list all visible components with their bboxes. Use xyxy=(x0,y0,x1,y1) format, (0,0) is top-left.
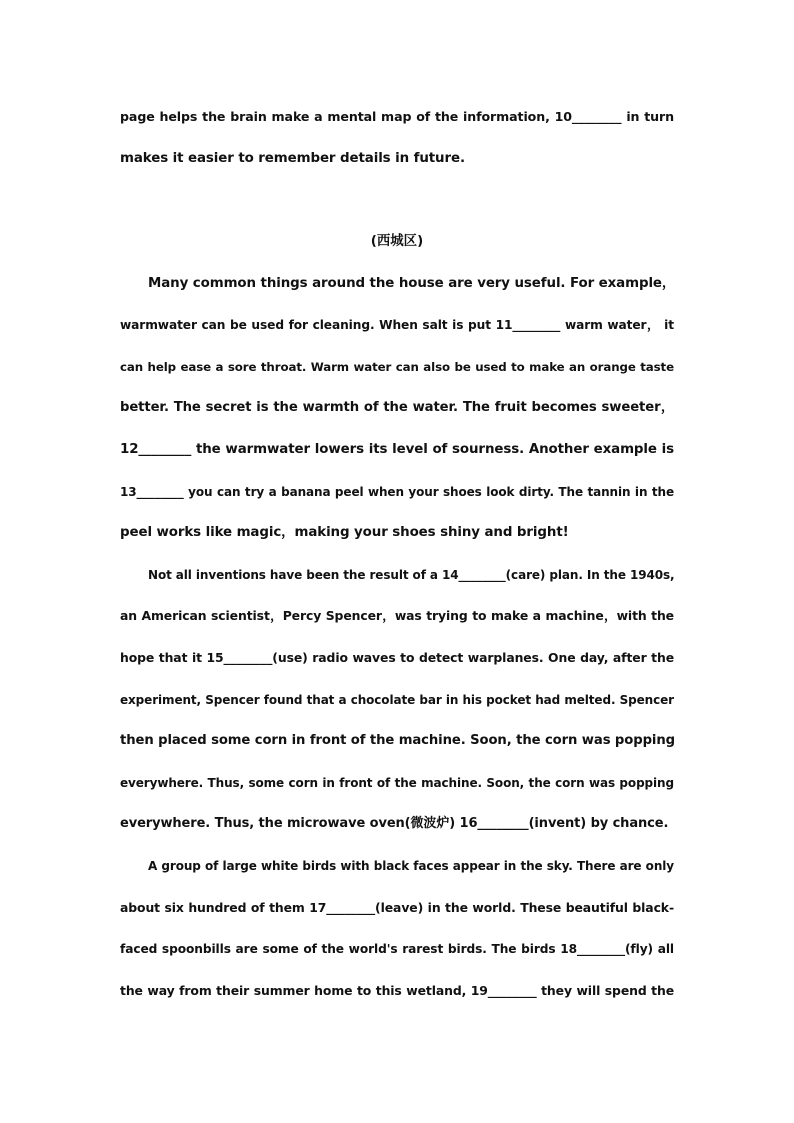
paragraph-line: page helps the brain make a mental map of the information, 10________ in turn xyxy=(120,109,674,124)
paragraph-line: Many common things around the house are very useful. For example， xyxy=(148,276,676,291)
paragraph-line: about six hundred of them 17________(leave) in the world. These beautiful black- xyxy=(120,900,674,915)
paragraph-line: Not all inventions have been the result of a 14________(care) plan. In the 1940s, xyxy=(148,568,675,582)
section-heading: (西城区) xyxy=(370,234,424,249)
paragraph-line: warmwater can be used for cleaning. When salt is put 11________ warm water， it xyxy=(120,318,674,332)
paragraph-line: faced spoonbills are some of the world's rarest birds. The birds 18________(fly) all xyxy=(120,942,674,956)
paragraph-line: 12________ the warmwater lowers its level of sourness. Another example is xyxy=(120,442,674,457)
paragraph-line: 13________ you can try a banana peel when your shoes look dirty. The tannin in the xyxy=(120,485,674,499)
paragraph-line: better. The secret is the warmth of the water. The fruit becomes sweeter， xyxy=(120,400,674,415)
paragraph-line: can help ease a sore throat. Warm water can also be used to make an orange taste xyxy=(120,360,674,374)
paragraph-line: A group of large white birds with black faces appear in the sky. There are only xyxy=(148,859,674,873)
paragraph-line: everywhere. Thus, the microwave oven(微波炉) 16________(invent) by chance. xyxy=(120,816,669,831)
paragraph-line: hope that it 15________(use) radio waves to detect warplanes. One day, after the xyxy=(120,650,674,665)
paragraph-line: peel works like magic，making your shoes shiny and bright! xyxy=(120,525,569,540)
paragraph-line: experiment, Spencer found that a chocolate bar in his pocket had melted. Spencer xyxy=(120,693,674,707)
paragraph-line: then placed some corn in front of the machine. Soon, the corn was popping xyxy=(120,733,675,748)
paragraph-line: an American scientist，Percy Spencer，was trying to make a machine，with the xyxy=(120,608,674,623)
paragraph-line: makes it easier to remember details in future. xyxy=(120,151,465,166)
paragraph-line: the way from their summer home to this wetland, 19________ they will spend the xyxy=(120,983,674,998)
paragraph-line: everywhere. Thus, some corn in front of the machine. Soon, the corn was popping xyxy=(120,776,674,790)
